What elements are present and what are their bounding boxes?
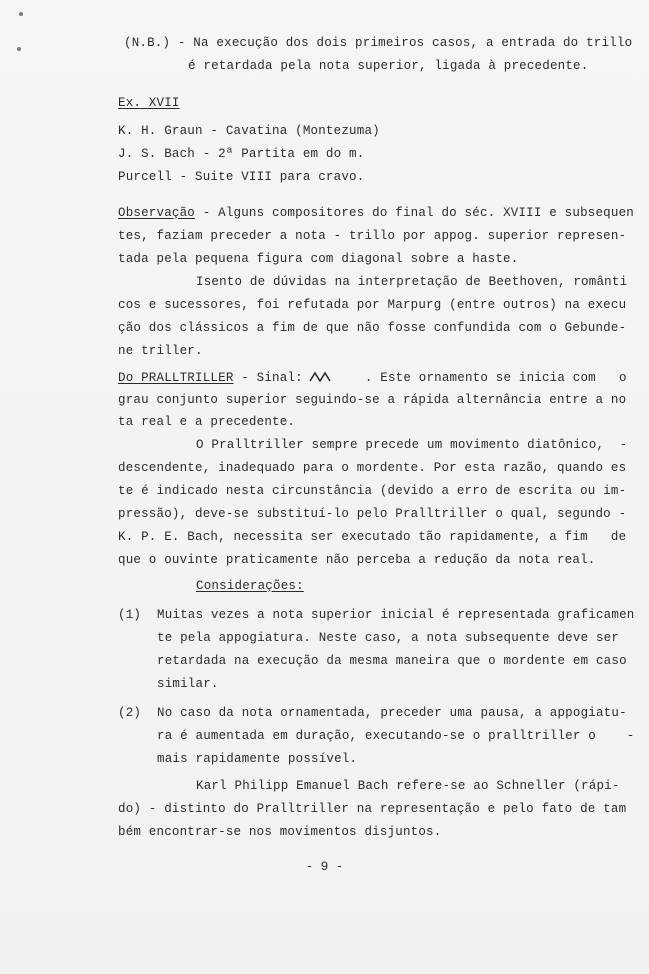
item-1-line-1: Muitas vezes a nota superior inicial é representada graficamen — [157, 608, 635, 622]
pralltriller-line-1 — [118, 370, 627, 386]
observacao-line-4: Isento de dúvidas na interpretação de Beethoven, românti — [196, 275, 628, 289]
example-item: K. H. Graun - Cavatina (Montezuma) — [118, 124, 380, 138]
item-number: (1) — [118, 608, 142, 622]
example-title: Ex. XVII — [118, 96, 180, 110]
item-1-line-4: similar. — [157, 677, 219, 691]
pralltriller-line-2: grau conjunto superior seguindo-se a rápida alternância entre a no — [118, 393, 627, 407]
pralltriller-line-7: pressão), deve-se substituí-lo pelo Pralltriller o qual, segundo - — [118, 507, 627, 521]
item-number: (2) — [118, 706, 142, 720]
observacao-line-5: cos e sucessores, foi refutada por Marpurg (entre outros) na execu — [118, 298, 627, 312]
pralltriller-line-8: K. P. E. Bach, necessita ser executado tão rapidamente, a fim de — [118, 530, 627, 544]
pralltriller-sinal: - Sinal: — [233, 371, 303, 385]
nb-line-1: (N.B.) - Na execução dos dois primeiros casos, a entrada do trillo — [124, 36, 633, 50]
page-number: - 9 - — [305, 860, 344, 874]
pralltriller-line-4: O Pralltriller sempre precede um movimento diatônico, - — [196, 438, 628, 452]
observacao-line-2: tes, faziam preceder a nota - trillo por appog. superior represen- — [118, 229, 627, 243]
observacao-line-6: ção dos clássicos a fim de que não fosse confundida com o Gebunde- — [118, 321, 627, 335]
punch-hole-mark — [17, 47, 21, 51]
pralltriller-line-6: te é indicado nesta circunstância (devido a erro de escrita ou im- — [118, 484, 627, 498]
pralltriller-line-1-text: . Este ornamento se inicia com o — [364, 371, 627, 385]
pralltriller-line-9: que o ouvinte praticamente não perceba a redução da nota real. — [118, 553, 596, 567]
observacao-line-3: tada pela pequena figura com diagonal sobre a haste. — [118, 252, 519, 266]
pralltriller-label: Do PRALLTRILLER — [118, 371, 234, 385]
punch-hole-mark — [19, 12, 23, 16]
bach-line-1: Karl Philipp Emanuel Bach refere-se ao Schneller (rápi- — [196, 779, 620, 793]
example-item: J. S. Bach - 2ª Partita em do m. — [118, 147, 365, 161]
observacao-line-7: ne triller. — [118, 344, 203, 358]
item-1-line-3: retardada na execução da mesma maneira que o mordente em caso — [157, 654, 627, 668]
pralltriller-line-5: descendente, inadequado para o mordente. Por esta razão, quando es — [118, 461, 627, 475]
item-2-line-2: ra é aumentada em duração, executando-se o pralltriller o - — [157, 729, 635, 743]
observacao-line-1 — [118, 205, 634, 221]
item-2-line-3: mais rapidamente possível. — [157, 752, 358, 766]
item-1-line-2: te pela appogiatura. Neste caso, a nota subsequente deve ser — [157, 631, 620, 645]
item-2-line-1: No caso da nota ornamentada, preceder uma pausa, a appogiatu- — [157, 706, 627, 720]
nb-line-2: é retardada pela nota superior, ligada à precedente. — [188, 59, 589, 73]
pralltriller-line-3: ta real e a precedente. — [118, 415, 296, 429]
observacao-label: Observação — [118, 206, 196, 220]
bach-line-3: bém encontrar-se nos movimentos disjuntos. — [118, 825, 442, 839]
consideracoes-heading: Considerações: — [196, 579, 304, 593]
example-item: Purcell - Suite VIII para cravo. — [118, 170, 365, 184]
observacao-line-1-text: - Alguns compositores do final do séc. XVIII e subsequen — [195, 206, 634, 220]
bach-line-2: do) - distinto do Pralltriller na representação e pelo fato de tam — [118, 802, 627, 816]
